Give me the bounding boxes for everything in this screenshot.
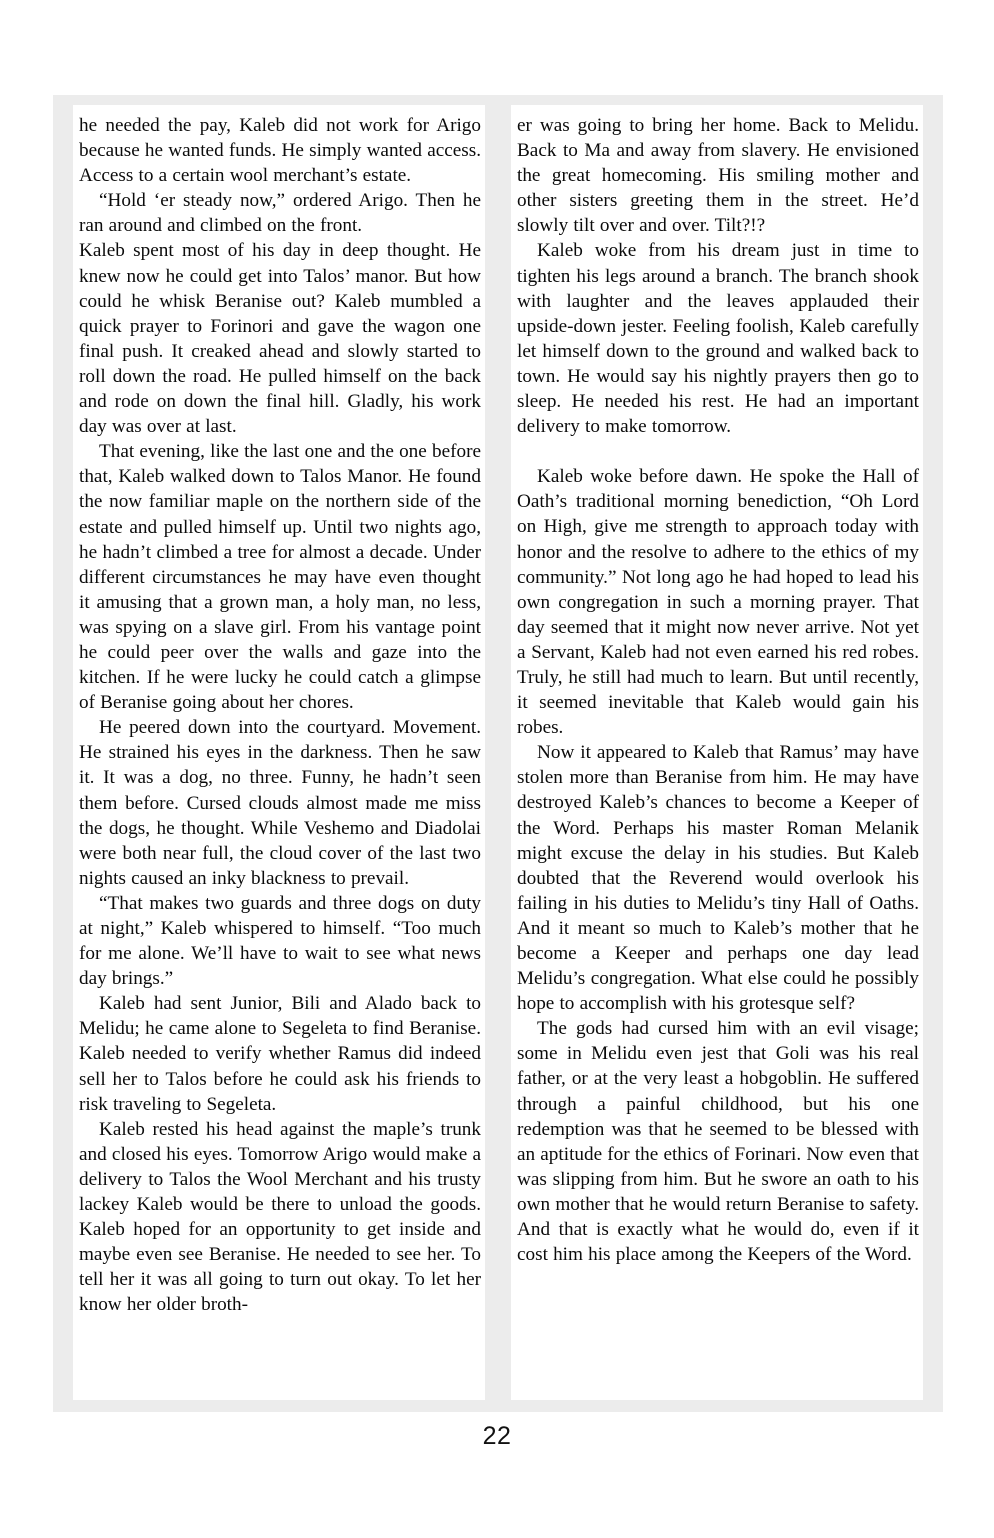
- paragraph: “That makes two guards and three dogs on duty at night,” Kaleb whispered to himself. “Too much for me alone. We’ll have to wait to see what news day brings.”: [79, 892, 481, 990]
- paragraph-spacer: [517, 439, 919, 464]
- paragraph: Now it appeared to Kaleb that Ramus’ may have stolen more than Beranise from him. He may have destroyed Kaleb’s chances to become a Keeper of the Word. Perhaps his master Roman Melanik might excuse the delay in his studies. But Kaleb doubted that the Reverend would overlook his failing in his duties to Melidu’s tiny Hall of Oaths. And it meant so much to Kaleb’s mother that he become a Keeper and perhaps one day lead Melidu’s congregation. What else could he possibly hope to accomplish with his grotesque self?: [517, 742, 919, 1015]
- paragraph: That evening, like the last one and the one before that, Kaleb walked down to Talos Manor. He found the now familiar maple on the northern side of the estate and pulled himself up. Until two nights ago, he hadn’t climbed a tree for almost a decade. Under different circumstances he may have even thought it amusing that a grown man, a holy man, no less, was spying on a slave girl. From his vantage point he could peer over the walls and gaze into the kitchen. If he were lucky he could catch a glimpse of Beranise going about her chores.: [79, 441, 481, 714]
- paragraph: He peered down into the courtyard. Movement. He strained his eyes in the darkness. Then he saw it. It was a dog, no three. Funny, he hadn’t seen them before. Cursed clouds almost made me miss the dogs, he thought. While Veshemo and Diadolai were both near full, the cloud cover of the last two nights caused an inky blackness to prevail.: [79, 717, 481, 889]
- column-right: [511, 105, 923, 1400]
- column-gutter: [485, 105, 511, 1400]
- paragraph: Kaleb spent most of his day in deep thought. He knew now he could get into Talos’ manor. But how could he whisk Beranise out? Kaleb mumbled a quick prayer to Forinori and gave the wagon one final push. It creaked ahead and slowly started to roll down the road. He pulled himself on the back and rode on down the final hill. Gladly, his work day was over at last.: [79, 240, 481, 438]
- paragraph: Kaleb woke from his dream just in time to tighten his legs around a branch. The branch shook with laughter and the leaves applauded their upside-down jester. Feeling foolish, Kaleb carefully let himself down to the ground and walked back to town. He would say his nightly prayers then go to sleep. He needed his rest. He had an important delivery to make tomorrow.: [517, 240, 919, 438]
- paragraph: “Hold ‘er steady now,” ordered Arigo. Then he ran around and climbed on the front.: [79, 190, 481, 237]
- page-sheet: [53, 95, 943, 1412]
- paragraph: er was going to bring her home. Back to Melidu. Back to Ma and away from slavery. He envisioned the great homecoming. His smiling mother and other sisters greeting them in the street. He’d slowly tilt over and over. Tilt?!?: [517, 115, 919, 237]
- paragraph: Kaleb rested his head against the maple’s trunk and closed his eyes. Tomorrow Arigo would make a delivery to Talos the Wool Merchant and his trusty lackey Kaleb would be there to unload the goods. Kaleb hoped for an opportunity to get inside and maybe even see Beranise. He needed to see her. To tell her it was all going to turn out okay. To let her know her older broth-: [79, 1118, 481, 1316]
- text-frame: [73, 105, 923, 1400]
- paragraph: he needed the pay, Kaleb did not work for Arigo because he wanted funds. He simply wanted access. Access to a certain wool merchant’s estate.: [79, 115, 481, 187]
- page-number: 22: [482, 1422, 512, 1450]
- paragraph: The gods had cursed him with an evil visage; some in Melidu even jest that Goli was his real father, or at the very least a hobgoblin. He suffered through a painful childhood, but his one redemption was that he seemed to be blessed with an aptitude for the ethics of Forinari. Now even that was slipping from him. But he swore an oath to his own mother that he would return Beranise to safety. And that is exactly what he would do, even if it cost him his place among the Keepers of the Word.: [517, 1018, 920, 1266]
- paragraph: Kaleb woke before dawn. He spoke the Hall of Oath’s traditional morning benediction, “Oh Lord on High, give me strength to approach today with honor and the resolve to adhere to the ethics of my community.” Not long ago he had hoped to lead his own congregation in such a morning prayer. That day seemed that it might now never arrive. Not yet a Servant, Kaleb had not even earned his red robes. Truly, he still had much to learn. But until recently, it seemed inevitable that Kaleb would gain his robes.: [517, 466, 919, 739]
- column-left: [73, 105, 485, 1400]
- paragraph: Kaleb had sent Junior, Bili and Alado back to Melidu; he came alone to Segeleta to find Beranise. Kaleb needed to verify whether Ramus did indeed sell her to Talos before he could ask his friends to risk traveling to Segeleta.: [79, 993, 481, 1115]
